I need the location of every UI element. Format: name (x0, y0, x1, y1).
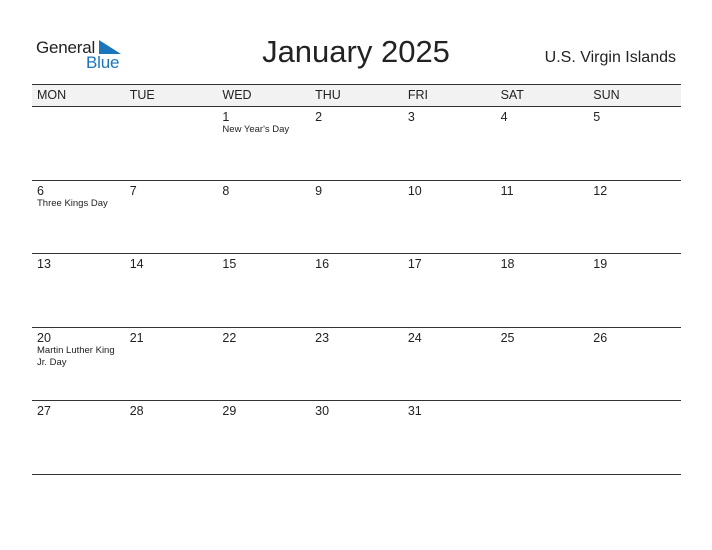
day-cell (217, 254, 310, 327)
day-cell (310, 107, 403, 180)
day-number: 18 (500, 257, 515, 271)
day-number: 26 (593, 330, 608, 345)
day-cell (496, 401, 589, 474)
weekday-header (32, 84, 681, 107)
day-cell (496, 328, 589, 401)
day-number: 15 (222, 257, 237, 271)
day-cell (32, 328, 125, 401)
day-cell (588, 254, 681, 327)
region-label: U.S. Virgin Islands (544, 49, 676, 66)
day-number: 19 (593, 257, 608, 271)
logo-general-text: General (36, 38, 96, 57)
day-number: 13 (37, 257, 51, 271)
day-number: 16 (315, 257, 330, 271)
holiday-label: New Year's Day (222, 124, 290, 135)
day-number: 10 (407, 183, 422, 198)
day-number: 8 (222, 183, 230, 198)
day-number: 31 (407, 404, 422, 418)
day-number: 12 (593, 183, 608, 198)
calendar-grid (32, 84, 681, 475)
weekday-wed: WED (222, 88, 252, 102)
day-number: 29 (222, 404, 237, 418)
day-number: 9 (315, 183, 323, 198)
week-row (32, 328, 681, 402)
day-number: 4 (500, 110, 508, 124)
day-cell (588, 181, 681, 254)
day-number: 30 (315, 404, 330, 418)
weekday-thu: THU (315, 88, 341, 102)
day-cell (588, 328, 681, 401)
day-cell (403, 107, 496, 180)
day-cell (217, 401, 310, 474)
day-cell (217, 328, 310, 401)
day-cell (125, 107, 218, 180)
day-number: 17 (407, 257, 422, 271)
day-number: 11 (500, 183, 514, 198)
day-number: 2 (315, 110, 323, 124)
week-row (32, 181, 681, 255)
day-cell (496, 254, 589, 327)
day-cell (125, 181, 218, 254)
week-row (32, 254, 681, 328)
day-cell (32, 107, 125, 180)
weeks-container (32, 107, 681, 475)
day-number: 1 (222, 110, 230, 124)
day-number: 3 (407, 110, 415, 124)
holiday-label: Three Kings Day (37, 197, 108, 209)
day-cell (125, 254, 218, 327)
day-cell (403, 254, 496, 327)
day-cell (403, 328, 496, 401)
day-cell (310, 181, 403, 254)
weekday-sun: SUN (593, 88, 620, 102)
weekday-sat: SAT (500, 88, 524, 102)
day-cell (217, 181, 310, 254)
day-number: 28 (129, 404, 144, 418)
week-row (32, 401, 681, 475)
day-number: 5 (593, 110, 601, 124)
day-cell (588, 107, 681, 180)
day-number: 27 (37, 404, 51, 418)
weekday-tue: TUE (129, 88, 155, 102)
day-number: 25 (500, 330, 515, 345)
day-number: 7 (129, 183, 137, 198)
day-cell (496, 107, 589, 180)
day-number: 23 (315, 330, 330, 345)
day-number: 14 (129, 257, 144, 271)
holiday-label: Martin Luther King Jr. Day (37, 344, 115, 368)
day-cell (32, 401, 125, 474)
day-cell (588, 401, 681, 474)
day-cell (125, 401, 218, 474)
day-cell (217, 107, 310, 180)
day-cell (310, 254, 403, 327)
page-title: January 2025 (262, 34, 450, 69)
day-number: 20 (37, 330, 51, 345)
week-row (32, 107, 681, 181)
day-cell (125, 328, 218, 401)
day-cell (32, 181, 125, 254)
weekday-mon: MON (37, 88, 67, 102)
day-cell (310, 328, 403, 401)
day-cell (403, 181, 496, 254)
logo-blue-text: Blue (86, 53, 120, 72)
day-number: 21 (129, 330, 144, 345)
weekday-fri: FRI (407, 88, 428, 102)
day-number: 24 (407, 330, 422, 345)
day-cell (403, 401, 496, 474)
day-cell (496, 181, 589, 254)
day-number: 6 (37, 183, 44, 198)
day-cell (310, 401, 403, 474)
day-cell (32, 254, 125, 327)
day-number: 22 (222, 330, 237, 345)
